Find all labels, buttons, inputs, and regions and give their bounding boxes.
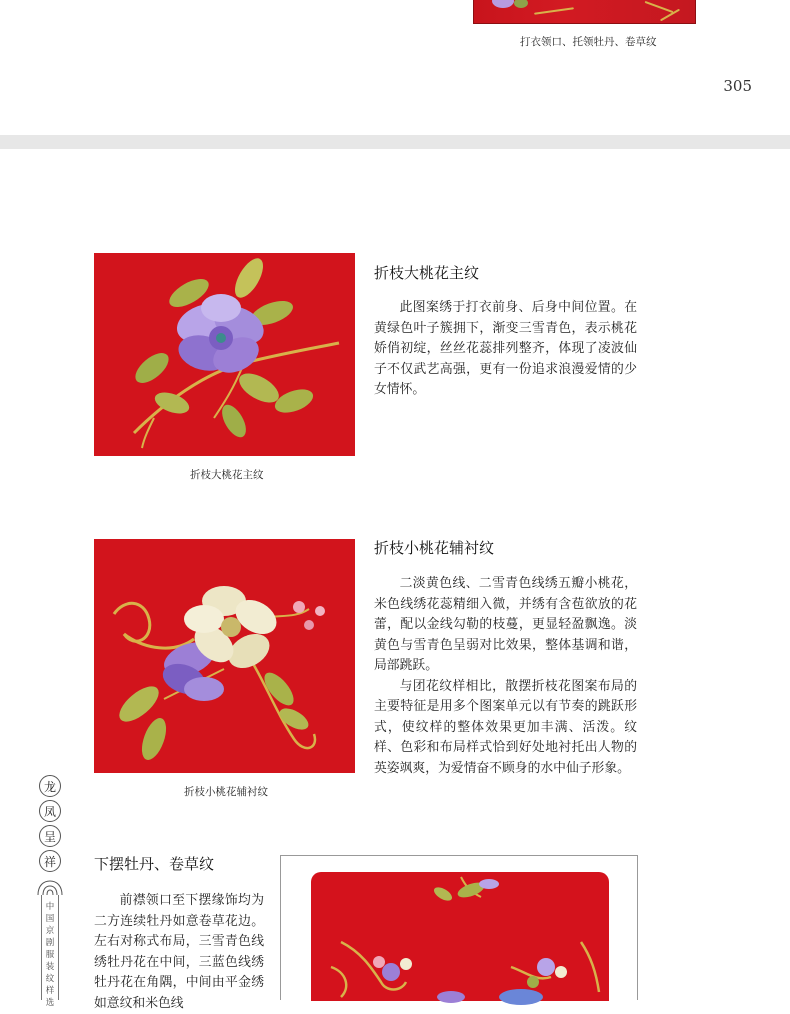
section3-paragraph: 前襟领口至下摆缘饰均为二方连续牡丹如意卷草花边。左右对称式布局，三雪青色线绣牡丹花在中间，三蓝色线绣牡丹花在角隅，中间由平金绣如意纹和米色线 <box>94 893 264 1011</box>
small-peach-blossom-photo <box>94 539 355 773</box>
section2-heading: 折枝小桃花辅衬纹 <box>374 539 495 557</box>
side-char: 祥 <box>39 850 61 872</box>
peach-blossom-main-illustration <box>94 253 355 456</box>
peach-blossom-main-photo <box>94 253 355 456</box>
section2-caption: 折枝小桃花辅衬纹 <box>184 786 268 798</box>
side-char: 龙 <box>39 775 61 797</box>
collar-embroidery-photo <box>473 0 696 24</box>
section3-heading: 下摆牡丹、卷草纹 <box>94 855 215 873</box>
small-peach-blossom-illustration <box>94 539 355 773</box>
page-number: 305 <box>723 77 752 95</box>
garment-hem-illustration <box>311 872 609 1001</box>
section3-body <box>94 891 264 1014</box>
side-scroll-text: 中国京剧服装纹样选 <box>41 895 59 1000</box>
top-caption: 打衣领口、托领牡丹、卷草纹 <box>520 36 657 48</box>
section1-paragraph: 此图案绣于打衣前身、后身中间位置。在黄绿色叶子簇拥下，渐变三雪青色，表示桃花娇俏初绽，丝丝花蕊排列整齐，体现了凌波仙子不仅武艺高强，更有一份追求浪漫爱情的少女情怀。 <box>374 300 637 397</box>
garment-hem-photo <box>311 872 609 1001</box>
side-char: 呈 <box>39 825 61 847</box>
section1-caption: 折枝大桃花主纹 <box>190 469 264 481</box>
section2-body <box>374 574 637 779</box>
side-title-band <box>36 775 64 1008</box>
section1-body <box>374 298 637 401</box>
hem-embroidery-frame <box>280 855 638 1000</box>
page-divider <box>0 135 790 149</box>
previous-page <box>0 0 790 135</box>
section2-paragraph-1: 二淡黄色线、二雪青色线绣五瓣小桃花，米色线绣花蕊精细入微，并绣有含苞欲放的花蕾，配以金线勾勒的枝蔓，更显轻盈飘逸。淡黄色与雪青色呈弱对比效果，整体基调和谐，局部跳跃。 <box>374 576 637 673</box>
section1-heading: 折枝大桃花主纹 <box>374 264 480 282</box>
section2-paragraph-2: 与团花纹样相比，散摆折枝花图案布局的主要特征是用多个图案单元以有节奏的跳跃形式，使纹样的整体效果更加丰满、活泼。纹样、色彩和布局样式恰到好处地衬托出人物的英姿飒爽，为爱情奋不顾身的水中仙子形象。 <box>374 678 637 776</box>
side-char: 凤 <box>39 800 61 822</box>
